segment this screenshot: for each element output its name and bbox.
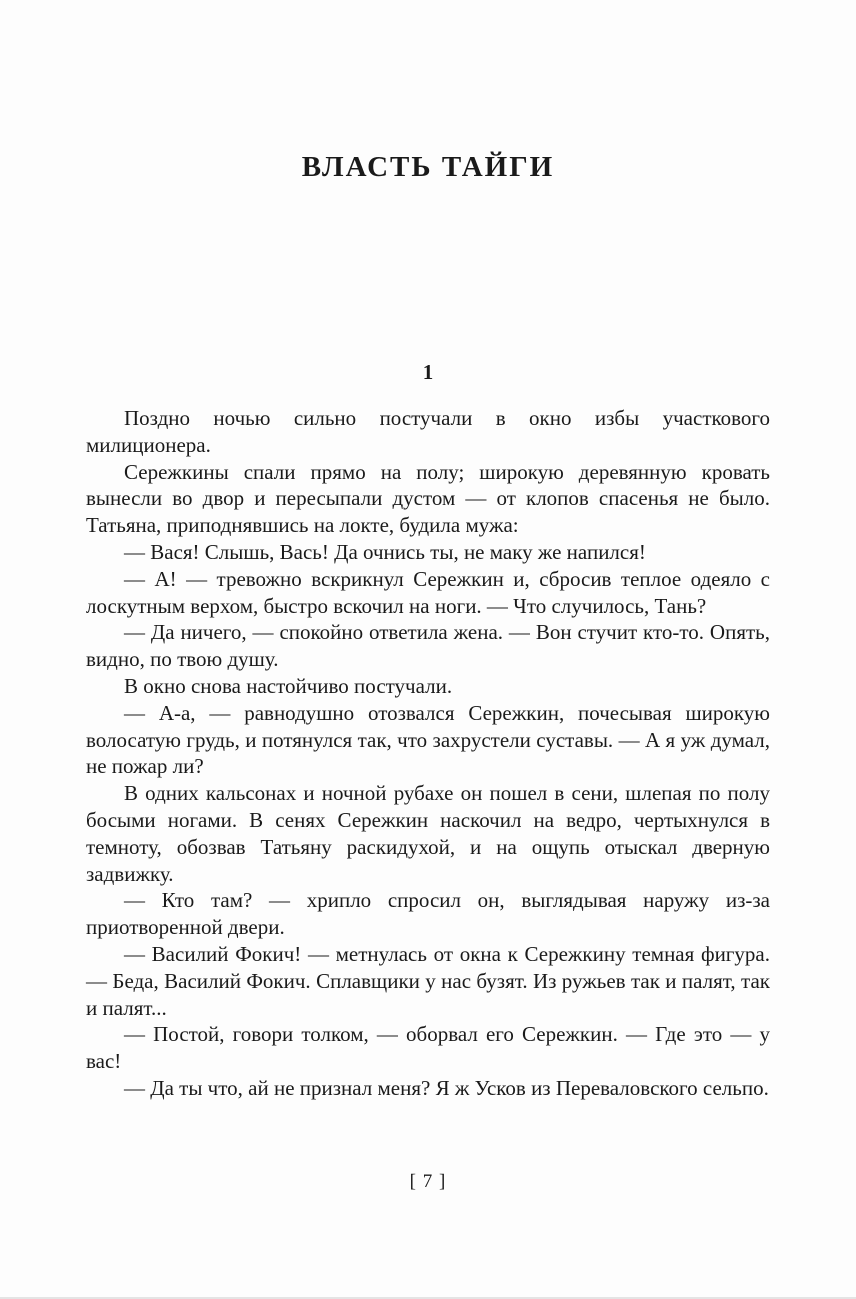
paragraph: — Постой, говори толком, — оборвал его Сережкин. — Где это — у вас! xyxy=(86,1022,770,1074)
paragraph: Сережкины спали прямо на полу; широкую деревянную кровать вынесли во двор и пересыпали дустом — от клопов спасенья не было. Татьяна, приподнявшись на локте, будила мужа: xyxy=(86,459,770,538)
paragraph: — А-а, — равнодушно отозвался Сережкин, почесывая широкую волосатую грудь, и потянулся так, что захрустели суставы. — А я уж думал, не пожар ли? xyxy=(86,700,770,779)
paragraph: — Василий Фокич! — метнулась от окна к Сережкину темная фигура. — Беда, Василий Фокич. Сплавщики у нас бузят. Из ружьев так и палят, так и палят... xyxy=(86,941,770,1020)
text-body xyxy=(86,405,770,1102)
page-number: [ 7 ] xyxy=(409,1171,447,1192)
paragraph: — Кто там? — хрипло спросил он, выглядывая наружу из-за приотворенной двери. xyxy=(86,888,770,940)
paragraph: В одних кальсонах и ночной рубахе он пошел в сени, шлепая по полу босыми ногами. В сенях Сережкин наскочил на ведро, чертыхнулся в темноту, обозвав Татьяну раскидухой, и на ощупь отыскал дверную задвижку. xyxy=(86,781,770,886)
paragraph: — А! — тревожно вскрикнул Сережкин и, сбросив теплое одеяло с лоскутным верхом, быстро вскочил на ноги. — Что случилось, Тань? xyxy=(86,566,770,618)
paragraph: — Да ничего, — спокойно ответила жена. — Вон стучит кто-то. Опять, видно, по твою душу. xyxy=(86,620,770,672)
paragraph: Поздно ночью сильно постучали в окно избы участкового милиционера. xyxy=(86,406,770,457)
paragraph: В окно снова настойчиво постучали. xyxy=(124,673,453,698)
section-number: 1 xyxy=(422,360,434,384)
paragraph: — Вася! Слышь, Вась! Да очнись ты, не маку же напился! xyxy=(124,539,646,564)
chapter-title: ВЛАСТЬ ТАЙГИ xyxy=(301,151,555,183)
paragraph: — Да ты что, ай не признал меня? Я ж Усков из Переваловского сельпо. xyxy=(124,1075,769,1100)
